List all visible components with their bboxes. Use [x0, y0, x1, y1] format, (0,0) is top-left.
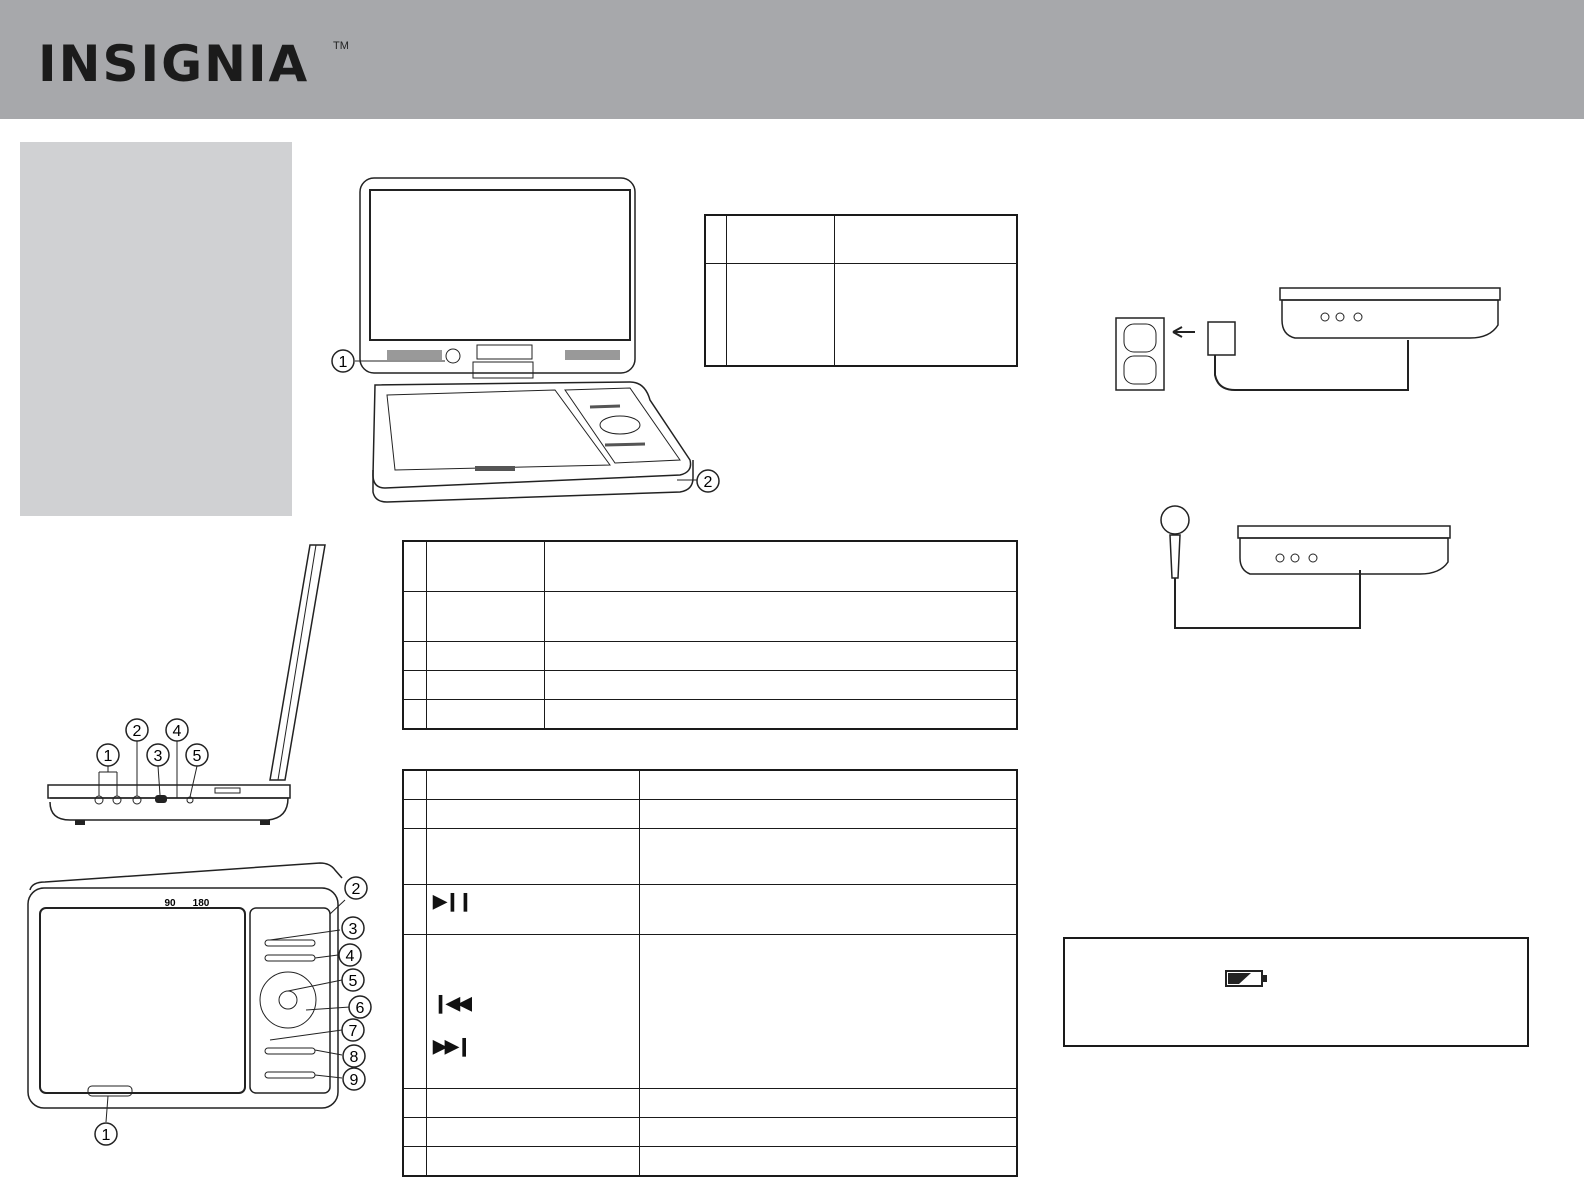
- top-callout-8: 8: [349, 1049, 359, 1066]
- hinge-angle-180: 180: [192, 898, 210, 909]
- player-side-illustration: [40, 540, 340, 830]
- side-callout-1: 1: [103, 748, 113, 765]
- battery-low-icon: [1225, 969, 1269, 989]
- side-callout-2: 2: [132, 723, 142, 740]
- front-callout-2: 2: [703, 474, 713, 491]
- battery-note-box: [1063, 937, 1529, 1047]
- controls-table: [402, 769, 1018, 1177]
- hinge-angle-90: 90: [164, 898, 176, 909]
- side-callout-4: 4: [172, 723, 182, 740]
- car-adapter-illustration: [1150, 500, 1470, 645]
- next-icon: ▶▶❙: [433, 1035, 470, 1056]
- player-front-illustration: [325, 170, 730, 510]
- trademark-mark: TM: [333, 40, 349, 52]
- side-callout-5: 5: [192, 748, 202, 765]
- play-pause-icon: ▶❙❙: [433, 890, 472, 911]
- top-callout-3: 3: [348, 921, 358, 938]
- sidebar-panel: [20, 142, 292, 516]
- brand-logo: INSIGNIA: [38, 35, 310, 93]
- jacks-table: [402, 540, 1018, 730]
- components-table: [704, 214, 1018, 367]
- header-bar: [0, 0, 1584, 119]
- ac-adapter-illustration: [1110, 280, 1510, 400]
- top-callout-9: 9: [349, 1072, 359, 1089]
- player-top-illustration: [20, 860, 380, 1160]
- top-callout-4: 4: [345, 948, 355, 965]
- side-callout-3: 3: [153, 748, 163, 765]
- top-callout-2: 2: [351, 881, 361, 898]
- front-callout-1: 1: [338, 354, 348, 371]
- top-callout-1: 1: [101, 1127, 111, 1144]
- top-callout-6: 6: [355, 1000, 365, 1017]
- previous-icon: ❙◀◀: [433, 992, 470, 1013]
- top-callout-5: 5: [348, 973, 358, 990]
- top-callout-7: 7: [348, 1023, 358, 1040]
